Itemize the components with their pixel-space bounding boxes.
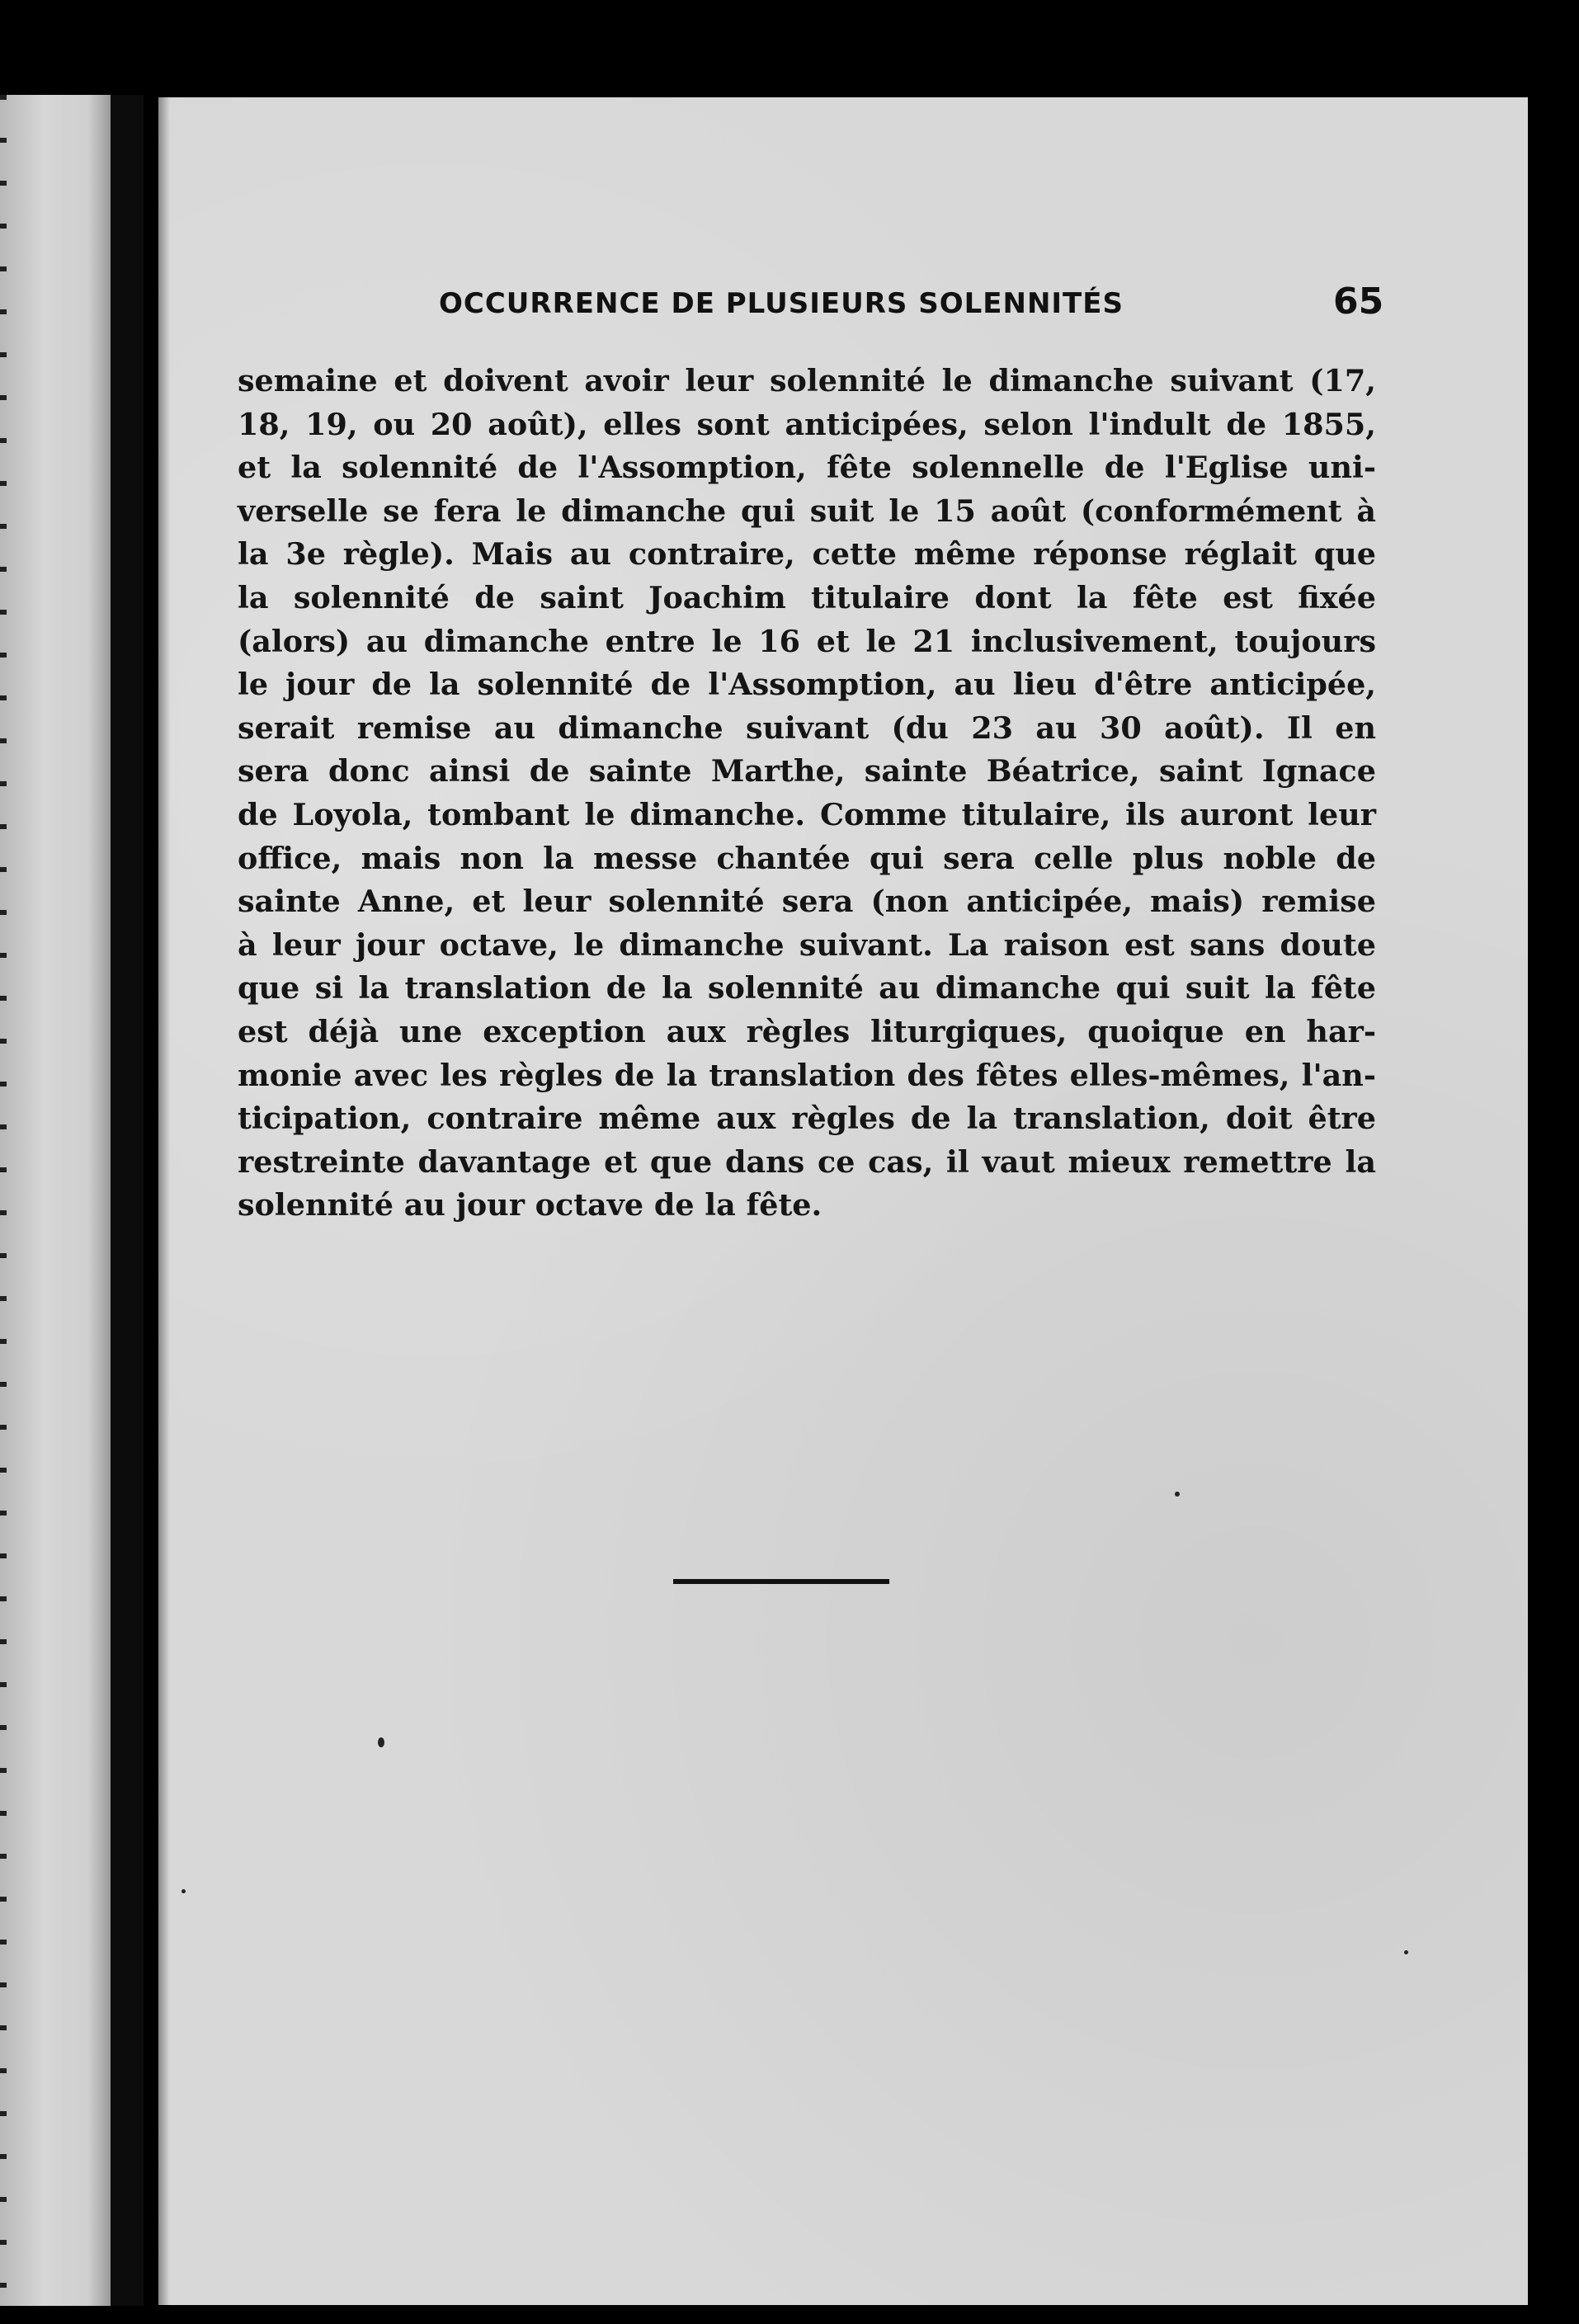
text-line: ticipation, contraire même aux règles de la translation, doit être (238, 1101, 1376, 1137)
text-line: solennité au jour octave de la fête. (238, 1187, 822, 1223)
text-line: 18, 19, ou 20 août), elles sont anticipées, selon l'indult de 1855, (238, 406, 1376, 442)
facing-page-edge (0, 95, 111, 2306)
text-line: que si la translation de la solennité au dimanche qui suit la fête (238, 970, 1376, 1006)
text-line: restreinte davantage et que dans ce cas, il vaut mieux remettre la (238, 1143, 1376, 1180)
text-line: sainte Anne, et leur solennité sera (non anticipée, mais) remise (238, 884, 1376, 920)
book-page (158, 97, 1528, 2305)
facing-page-margin-marks (0, 95, 7, 2306)
text-line: la solennité de saint Joachim titulaire dont la fête est fixée (238, 579, 1376, 615)
text-line: serait remise au dimanche suivant (du 23 au 30 août). Il en (238, 709, 1376, 746)
text-line: monie avec les règles de la translation des fêtes elles-mêmes, l'an- (238, 1057, 1376, 1093)
body-paragraph (238, 360, 1376, 1228)
print-speck (1404, 1950, 1408, 1954)
running-head-title: OCCURRENCE DE PLUSIEURS SOLENNITÉS (439, 287, 1124, 320)
page-gutter-shadow (158, 97, 170, 2305)
text-line: à leur jour octave, le dimanche suivant. La raison est sans doute (238, 926, 1376, 963)
text-line: de Loyola, tombant le dimanche. Comme titulaire, ils auront leur (238, 796, 1376, 832)
text-line: sera donc ainsi de sainte Marthe, sainte Béatrice, saint Ignace (238, 753, 1376, 790)
text-line: office, mais non la messe chantée qui sera celle plus noble de (238, 840, 1376, 876)
text-line: verselle se fera le dimanche qui suit le 15 août (conformément à (238, 493, 1376, 529)
text-line: semaine et doivent avoir leur solennité le dimanche suivant (17, (238, 363, 1376, 398)
text-line: est déjà une exception aux règles liturgiques, quoique en har- (238, 1013, 1376, 1049)
book-gutter (111, 95, 144, 2306)
text-line: (alors) au dimanche entre le 16 et le 21 inclusivement, toujours (238, 623, 1376, 659)
print-speck (1175, 1492, 1180, 1497)
print-speck (181, 1889, 186, 1893)
text-line: et la solennité de l'Assomption, fête solennelle de l'Eglise uni- (238, 450, 1376, 486)
text-line: la 3e règle). Mais au contraire, cette même réponse réglait que (238, 536, 1376, 573)
end-of-section-rule (673, 1579, 889, 1584)
text-line: le jour de la solennité de l'Assomption, au lieu d'être anticipée, (238, 667, 1376, 703)
print-speck (378, 1737, 384, 1747)
page-number: 65 (1333, 280, 1384, 323)
